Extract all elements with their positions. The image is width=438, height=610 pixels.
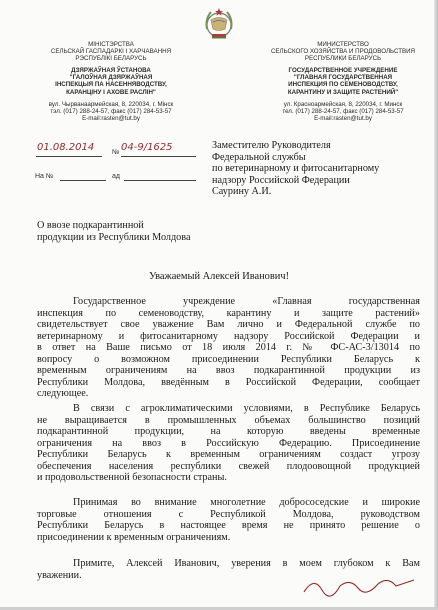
paragraph-word: Государственное xyxy=(73,296,146,307)
paragraph-word: Республикой xyxy=(210,508,266,520)
addressee-line: Саурину А.И. xyxy=(212,186,272,198)
paragraph-word: семеноводству, xyxy=(138,307,205,319)
reference-date-label: ад xyxy=(112,173,120,180)
institution-line: ІНСПЕКЦЫЯ ПА НАСЕННЯВОДСТВУ, xyxy=(55,81,167,89)
paragraph-word: торговые xyxy=(37,508,77,520)
paragraph-line: Республики Молдова, введённым в Российской Федерации, сообщает xyxy=(37,376,420,388)
paragraph-line: присоединении к временным ограничениям. xyxy=(37,531,231,543)
header-left-belarusian xyxy=(36,41,186,122)
header-right-russian xyxy=(268,41,418,122)
paragraph-line: Республики Беларусь к временным ограничениям создаст угрозу xyxy=(37,449,420,461)
institution-line: ИНСПЕКЦИЯ ПО СЕМЕНОВОДСТВУ, xyxy=(288,81,398,89)
paragraph-word: учреждение xyxy=(183,296,236,307)
ministry-line: МИНИСТЕРСТВО xyxy=(317,41,369,48)
paragraph-line xyxy=(37,509,420,521)
signature-scribble xyxy=(300,572,420,598)
subject-block xyxy=(37,220,190,243)
paragraph-word: растений» xyxy=(375,307,420,319)
paragraph-word: отношения xyxy=(103,508,152,520)
paragraph-word: временные xyxy=(372,426,420,438)
paragraph-line: свидетельствует свое уважение Вам лично и Федеральной службе по xyxy=(37,319,420,331)
subject-line: продукции из Республики Молдова xyxy=(37,231,191,243)
page-edge-shadow xyxy=(434,0,438,610)
addressee-block xyxy=(212,140,379,198)
address-line: ул. Красноармейская, 8, 220034, г. Минск xyxy=(283,100,403,108)
addressee-line: Федеральной службы xyxy=(212,151,306,163)
addressee-line: Заместителю Руководителя xyxy=(212,140,331,151)
reference-date-line xyxy=(124,180,196,181)
reference-number-line xyxy=(60,180,106,181)
paragraph-word: продукции, xyxy=(134,426,185,438)
outgoing-number-label: № xyxy=(112,149,120,156)
paragraph-word: «Главная xyxy=(272,296,312,307)
paragraph-word: введены xyxy=(309,426,346,438)
reference-number-label: На № xyxy=(35,173,54,180)
date-underline xyxy=(36,156,102,157)
paragraph-word: государственная xyxy=(348,296,420,307)
body-paragraph xyxy=(37,497,420,543)
institution-line: "ГЛАВНАЯ ГОСУДАРСТВЕННАЯ xyxy=(293,74,393,82)
paragraph-word: инспекция xyxy=(37,307,83,319)
ministry-line: РЕСПУБЛИКИ БЕЛАРУСЬ xyxy=(304,55,382,63)
institution-line: КАРАНТИНУ И ЗАЩИТЕ РАСТЕНИЙ" xyxy=(287,88,399,96)
paragraph-word: на xyxy=(210,426,221,438)
ministry-line: СЕЛЬСКАЙ ГАСПАДАРКІ І ХАРЧАВАННЯ xyxy=(50,48,172,56)
paragraph-line: не выращивается в промышленных объемах большинство позиций xyxy=(37,414,420,426)
email-line: E-mail:rasten@tut.by xyxy=(82,114,140,122)
paragraph-word: которую xyxy=(246,426,284,438)
paragraph-word: по xyxy=(105,307,117,319)
paragraph-word: руководством xyxy=(360,508,420,520)
paragraph-line xyxy=(37,296,420,308)
paragraph-line xyxy=(37,426,420,438)
paragraph-word: подкарантинной xyxy=(37,426,109,438)
paragraph-line: и продовольственной безопасности страны. xyxy=(37,472,227,484)
paragraph-word: Молдова, xyxy=(292,508,334,520)
paragraph-word: возможном xyxy=(121,353,170,365)
paragraph-line: ветеринарному и фитосанитарному надзору Российской Федерации и xyxy=(37,330,420,342)
paragraph-line: Примите, Алексей Иванович, уверения в моем глубоком к Вам xyxy=(73,558,420,569)
institution-line: "ГАЛОЎНАЯ ДЗЯРЖАЎНАЯ xyxy=(69,74,153,82)
paragraph-line: уважении. xyxy=(37,569,82,581)
addressee-line: надзору Российской Федерации xyxy=(212,174,350,186)
paragraph-line: Республики Беларусь в настоящее время не принято решение о xyxy=(37,520,420,532)
addressee-line: по ветеринарному и фитосанитарному xyxy=(212,163,380,175)
paragraph-word: о xyxy=(94,353,100,365)
handwritten-outgoing-number: 04-9/1625 xyxy=(121,142,173,153)
number-underline xyxy=(121,156,196,157)
paragraph-line: в ответ на Ваше письмо от 18 июля 2014 г. № ФС-АС-3/13014 по xyxy=(37,342,420,354)
greeting: Уважаемый Алексей Иванович! xyxy=(148,271,290,282)
paragraph-word: и xyxy=(294,307,300,319)
paragraph-word: Беларусь xyxy=(353,353,394,365)
paragraph-word: с xyxy=(178,508,184,520)
ministry-line: МІНІСТЭРСТВА xyxy=(88,41,134,48)
paragraph-line: временным ограничениям на ввоз подкарантинной продукции из xyxy=(37,365,420,377)
handwritten-date: 01.08.2014 xyxy=(37,142,95,153)
email-line: E-mail:rasten@tut.by xyxy=(314,114,372,122)
ministry-line: СЕЛЬСКОГО ХОЗЯЙСТВА И ПРОДОВОЛЬСТВИЯ xyxy=(270,48,416,56)
paragraph-line xyxy=(37,354,420,366)
paragraph-word: вопросу xyxy=(37,353,73,365)
institution-line: КАРАНЦІНУ І АХОВЕ РАСЛІН" xyxy=(66,88,156,96)
paragraph-line: В связи с агроклиматическими условиями, в Республике Беларусь xyxy=(73,403,420,414)
address-line: тэл. (017) 288-24-57, факс (017) 284-53-57 xyxy=(50,107,172,115)
coat-of-arms-emblem xyxy=(203,7,235,43)
paragraph-word: Республики xyxy=(280,353,332,365)
institution-line: ГОСУДАРСТВЕННОЕ УЧРЕЖДЕНИЕ xyxy=(288,67,398,75)
body-paragraph xyxy=(37,296,420,400)
paragraph-word: присоединении xyxy=(191,353,259,365)
paragraph-word: защите xyxy=(322,307,353,319)
body-paragraph xyxy=(37,403,420,484)
subject-line: О ввозе подкарантинной xyxy=(37,220,144,231)
paragraph-line xyxy=(37,308,420,320)
institution-line: ДЗЯРЖАЎНАЯ ЎСТАНОВА xyxy=(71,67,151,75)
paragraph-word: к xyxy=(415,353,420,365)
address-line: вул. Чырванаармейская, 8, 220034, г. Мінск xyxy=(48,100,174,108)
paragraph-line: следующее. xyxy=(37,388,89,400)
paragraph-line: обеспечения населения республики свежей плодоовощной продукцией xyxy=(37,460,420,472)
paragraph-line: ограничения на ввоз в Российскую Федерацию. Присоединение xyxy=(37,437,420,449)
paragraph-word: карантину xyxy=(226,307,272,319)
paragraph-line: Принимая во внимание многолетние добрососедские и широкие xyxy=(73,497,420,508)
address-line: тел. (017) 288-24-57, факс (017) 284-53-57 xyxy=(282,107,404,115)
ministry-line: РЭСПУБЛІКІ БЕЛАРУСЬ xyxy=(75,55,147,63)
